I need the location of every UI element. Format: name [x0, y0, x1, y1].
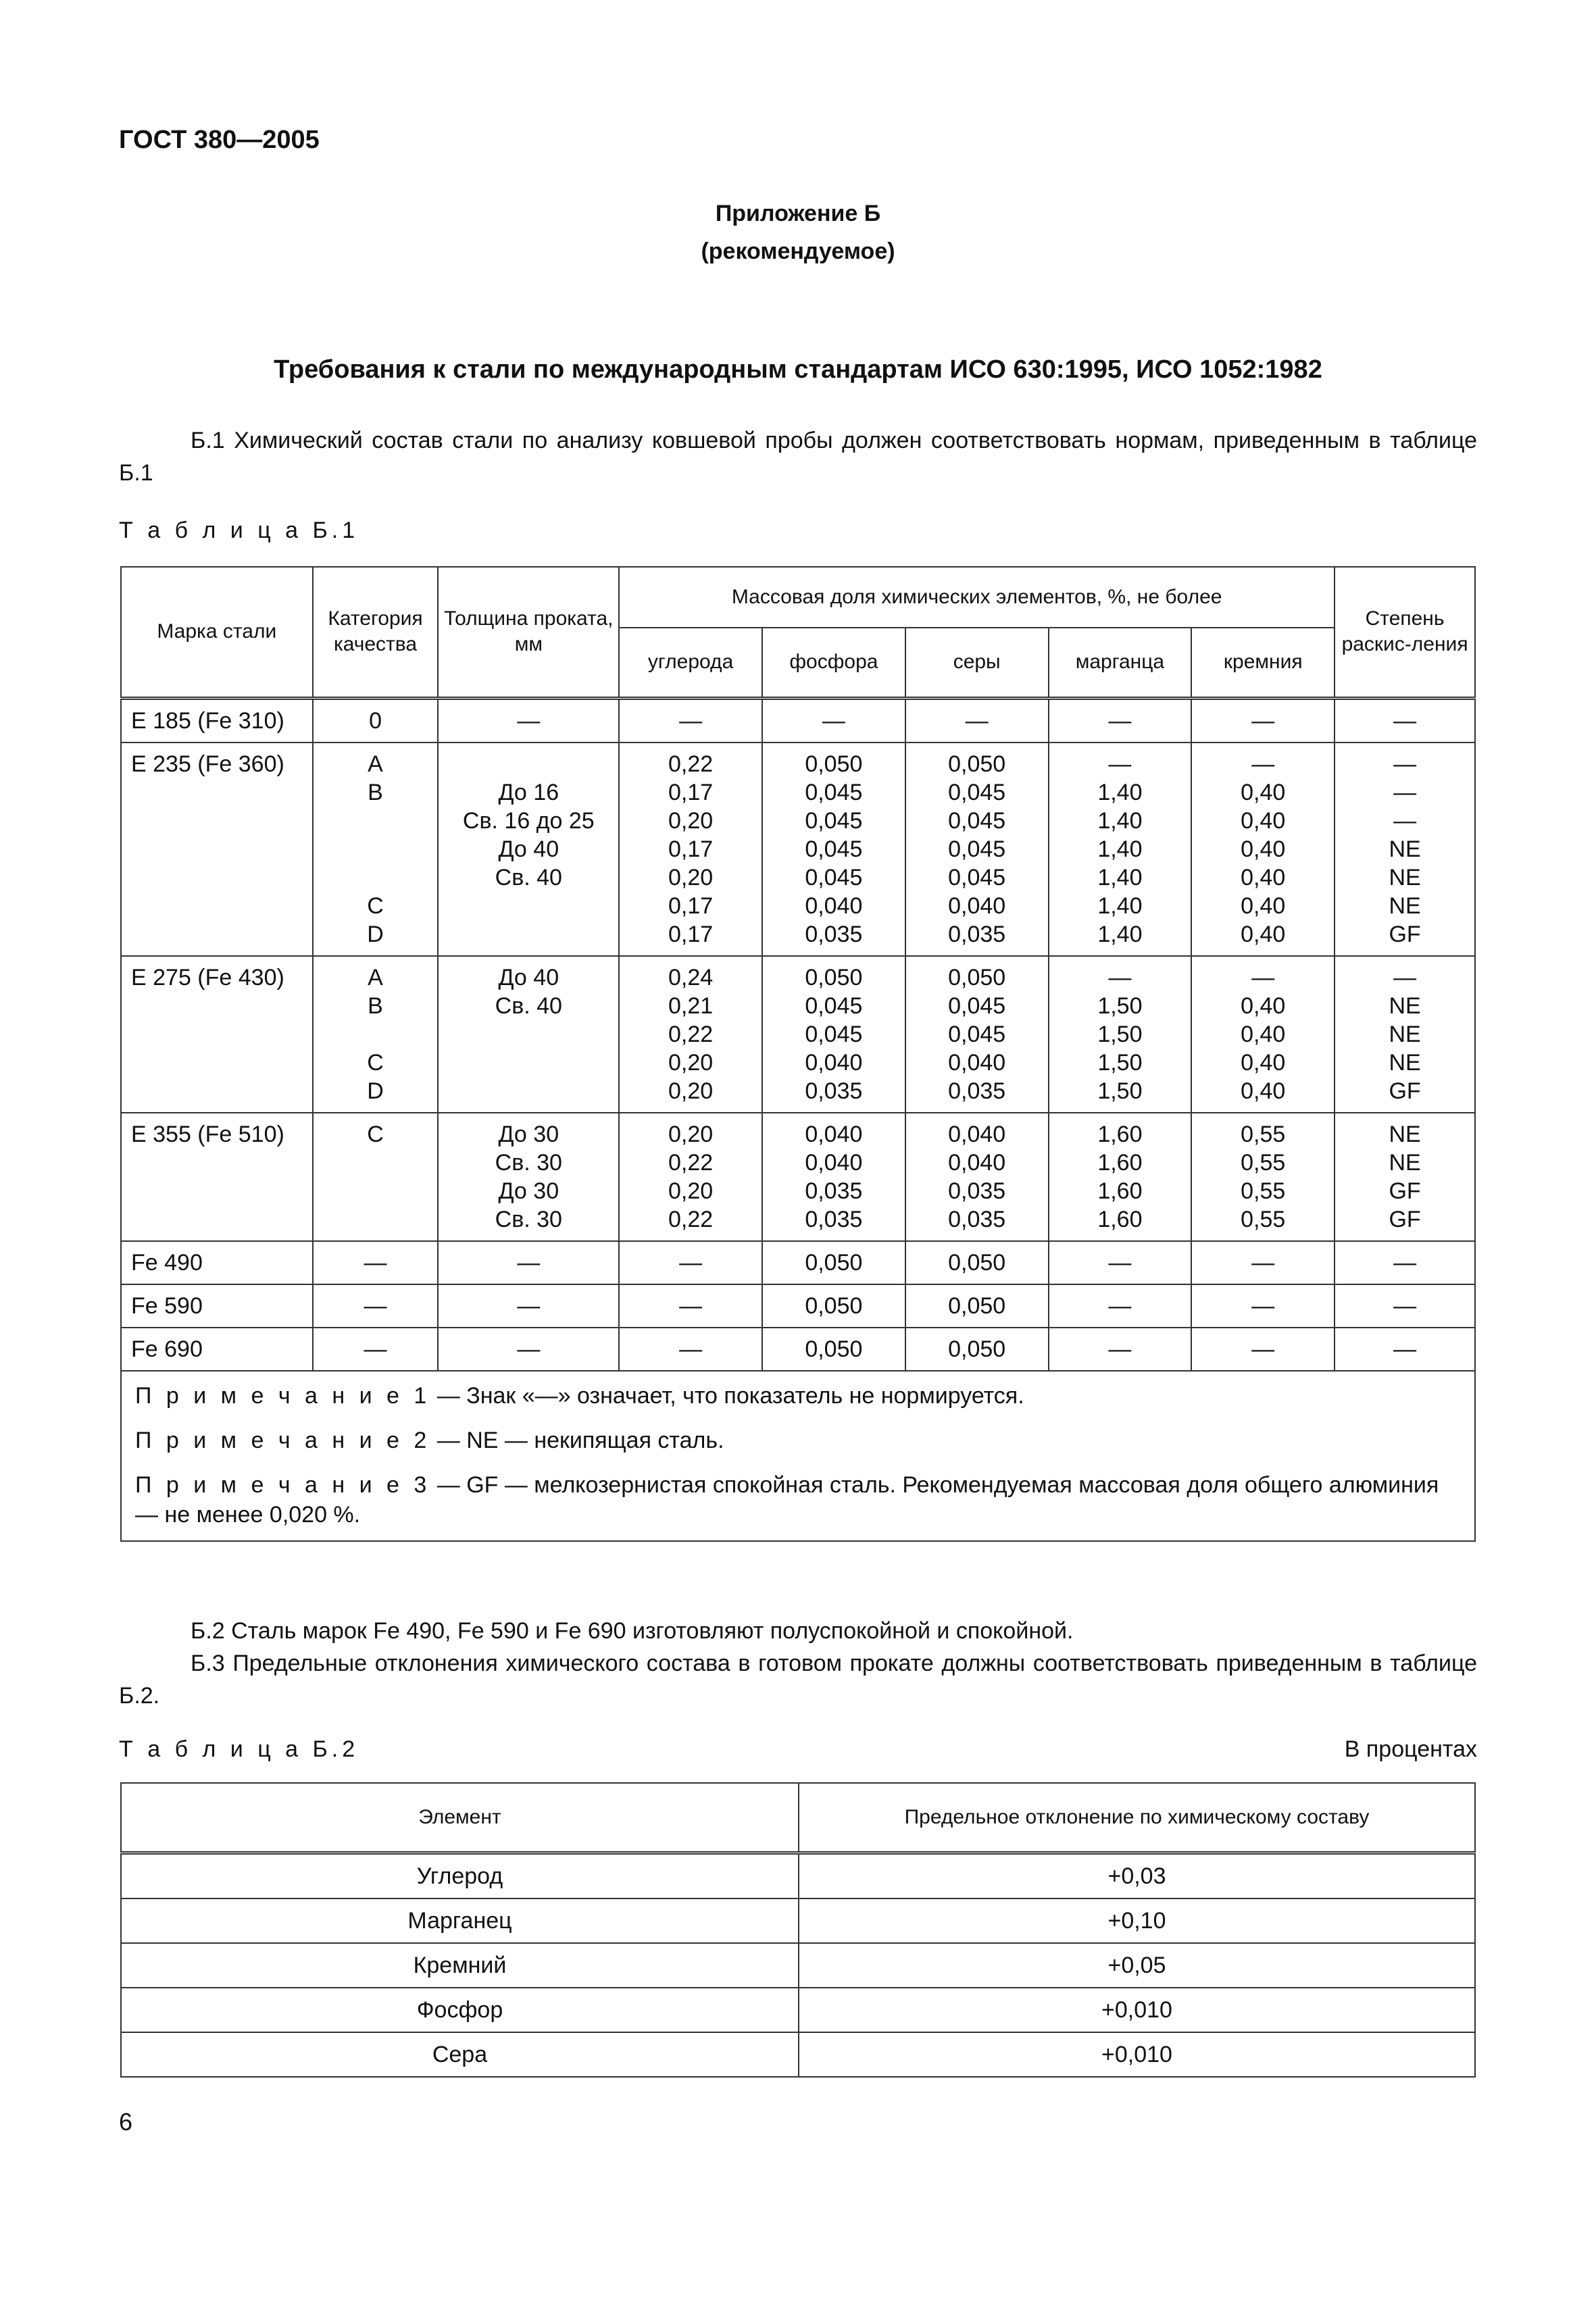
table-row	[121, 743, 1475, 956]
cell-value: —	[1108, 707, 1132, 734]
carbon-cell	[619, 1113, 762, 1241]
cell-value: 1,50	[1097, 992, 1143, 1019]
cell-value: 0,40	[1241, 992, 1286, 1019]
header-deoxidation: Степень раскис-ления	[1335, 567, 1475, 698]
carbon-cell	[619, 956, 762, 1113]
deox-cell	[1335, 698, 1475, 743]
table1-notes	[121, 1371, 1475, 1541]
thickness-cell	[438, 1328, 619, 1371]
grade-cell: Fe 690	[121, 1328, 313, 1371]
cell-value: —	[679, 1292, 703, 1319]
cell-value: GF	[1389, 921, 1421, 947]
cell-value	[439, 892, 618, 920]
cell-value: 0,40	[1241, 1078, 1286, 1104]
thickness-cell	[438, 698, 619, 743]
cell-value: 0,55	[1241, 1178, 1286, 1204]
cell-value: До 30	[498, 1121, 559, 1147]
cell-value: 0,035	[948, 1206, 1006, 1232]
table-row	[121, 1241, 1475, 1284]
cell-value: NE	[1389, 1121, 1421, 1147]
cell-value: 1,40	[1097, 836, 1143, 862]
cell-value: 0,045	[948, 807, 1006, 834]
cell-value: —	[517, 1292, 541, 1319]
cell-value: 0,40	[1241, 921, 1286, 947]
silicon-cell	[1191, 1241, 1335, 1284]
phosphorus-cell	[762, 956, 905, 1113]
deox-cell	[1335, 1241, 1475, 1284]
header-element: Элемент	[121, 1783, 799, 1853]
header-silicon: кремния	[1191, 628, 1335, 698]
manganese-cell	[1049, 1328, 1192, 1371]
cell-value: 0,050	[948, 1336, 1006, 1362]
cell-value: —	[364, 1336, 387, 1362]
cell-value: —	[1251, 751, 1275, 777]
cell-value: Св. 40	[495, 864, 562, 890]
cell-value	[314, 863, 438, 892]
cell-value: 0,22	[668, 1206, 714, 1232]
sulfur-cell	[905, 1284, 1049, 1328]
table-row	[121, 1328, 1475, 1371]
sulfur-cell	[905, 1328, 1049, 1371]
cell-value: 0,045	[805, 1021, 863, 1047]
silicon-cell	[1191, 698, 1335, 743]
cell-value: 0,045	[948, 1021, 1006, 1047]
paragraph-b2: Б.2 Сталь марок Fe 490, Fe 590 и Fe 690 изготовляют полуспокойной и спокойной.	[191, 1618, 1074, 1644]
cell-value: 0,17	[668, 836, 714, 862]
cell-value: NE	[1389, 836, 1421, 862]
cell-value: 0,035	[948, 921, 1006, 947]
cell-value: 0,045	[805, 992, 863, 1019]
cell-value: B	[368, 779, 383, 805]
cell-value: 0,17	[668, 892, 714, 919]
cell-value: —	[679, 1249, 703, 1276]
note-text: — Знак «—» означает, что показатель не нормируется.	[430, 1382, 1024, 1409]
cell-value: NE	[1389, 992, 1421, 1019]
cell-value: NE	[1389, 864, 1421, 890]
carbon-cell	[619, 1284, 762, 1328]
cell-value	[439, 750, 618, 778]
header-phosphorus: фосфора	[762, 628, 905, 698]
deviation-cell: +0,05	[799, 1943, 1475, 1988]
cell-value: —	[1251, 707, 1275, 734]
header-mass-fraction: Массовая доля химических элементов, %, не более	[619, 567, 1335, 628]
carbon-cell	[619, 1328, 762, 1371]
cell-value: 0,045	[805, 864, 863, 890]
table2-units: В процентах	[1344, 1736, 1477, 1762]
table2-label: Т а б л и ц а Б.2	[119, 1736, 359, 1762]
cell-value: 0,21	[668, 992, 714, 1019]
cell-value: 1,60	[1097, 1121, 1143, 1147]
category-cell	[313, 743, 439, 956]
cell-value: NE	[1389, 1021, 1421, 1047]
document-code: ГОСТ 380—2005	[119, 126, 320, 154]
cell-value: —	[1108, 1336, 1132, 1362]
cell-value: —	[1393, 707, 1417, 734]
manganese-cell	[1049, 743, 1192, 956]
category-cell	[313, 1113, 439, 1241]
cell-value: 1,40	[1097, 921, 1143, 947]
cell-value: 0,20	[668, 1078, 714, 1104]
table1-label: Т а б л и ц а Б.1	[119, 518, 359, 543]
cell-value	[314, 1205, 438, 1234]
cell-value: 0,045	[805, 779, 863, 805]
chemical-composition-table	[120, 566, 1476, 1542]
cell-value: 0,55	[1241, 1206, 1286, 1232]
cell-value: 0,40	[1241, 807, 1286, 834]
table-row	[121, 956, 1475, 1113]
cell-value: D	[367, 921, 384, 947]
cell-value: 0,050	[948, 964, 1006, 990]
manganese-cell	[1049, 1113, 1192, 1241]
cell-value: 1,50	[1097, 1021, 1143, 1047]
cell-value: 0,40	[1241, 1021, 1286, 1047]
cell-value: NE	[1389, 892, 1421, 919]
manganese-cell	[1049, 1241, 1192, 1284]
cell-value: —	[1393, 964, 1417, 990]
deox-cell	[1335, 956, 1475, 1113]
element-cell: Марганец	[121, 1898, 799, 1943]
category-cell	[313, 698, 439, 743]
cell-value	[439, 1077, 618, 1105]
cell-value	[314, 1020, 438, 1049]
thickness-cell	[438, 956, 619, 1113]
element-cell: Кремний	[121, 1943, 799, 1988]
element-cell: Фосфор	[121, 1988, 799, 2032]
cell-value: 0,20	[668, 1178, 714, 1204]
element-cell: Углерод	[121, 1853, 799, 1899]
cell-value: 0,22	[668, 1149, 714, 1176]
sulfur-cell	[905, 743, 1049, 956]
cell-value: —	[1393, 807, 1417, 834]
cell-value: 0,040	[805, 1121, 863, 1147]
cell-value: —	[1393, 1336, 1417, 1362]
cell-value: Св. 40	[495, 992, 562, 1019]
cell-value: 0,20	[668, 1049, 714, 1076]
paragraph-b1: Б.1 Химический состав стали по анализу ковшевой пробы должен соответствовать нормам, приведенным в таблице Б.1	[119, 428, 1477, 486]
cell-value: 0,040	[805, 1049, 863, 1076]
thickness-cell	[438, 743, 619, 956]
table-row	[121, 1988, 1475, 2032]
section-title: Требования к стали по международным стандартам ИСО 630:1995, ИСО 1052:1982	[274, 355, 1322, 384]
cell-value: 0,050	[805, 1336, 863, 1362]
cell-value: 0,040	[948, 1149, 1006, 1176]
cell-value: 0,035	[948, 1178, 1006, 1204]
category-cell	[313, 1241, 439, 1284]
cell-value: C	[367, 1121, 384, 1147]
cell-value: —	[965, 707, 989, 734]
cell-value: 0,045	[948, 992, 1006, 1019]
grade-cell: E 355 (Fe 510)	[121, 1113, 313, 1241]
cell-value: 0,55	[1241, 1121, 1286, 1147]
cell-value: 0,40	[1241, 1049, 1286, 1076]
cell-value: До 40	[498, 964, 559, 990]
deox-cell	[1335, 1284, 1475, 1328]
cell-value: 0,035	[805, 1078, 863, 1104]
header-thickness: Толщина проката, мм	[438, 567, 619, 698]
cell-value: —	[517, 707, 541, 734]
sulfur-cell	[905, 956, 1049, 1113]
cell-value: NE	[1389, 1049, 1421, 1076]
phosphorus-cell	[762, 743, 905, 956]
cell-value: 0,040	[948, 1121, 1006, 1147]
cell-value	[314, 807, 438, 835]
appendix-status: (рекомендуемое)	[701, 238, 895, 264]
cell-value	[439, 920, 618, 949]
appendix-heading	[0, 195, 1596, 270]
carbon-cell	[619, 1241, 762, 1284]
cell-value: NE	[1389, 1149, 1421, 1176]
deox-cell	[1335, 743, 1475, 956]
cell-value: —	[1251, 1249, 1275, 1276]
thickness-cell	[438, 1241, 619, 1284]
cell-value: —	[1393, 779, 1417, 805]
note-text: — GF — мелкозернистая спокойная сталь. Рекомендуемая массовая доля общего алюминия — не менее 0,020 %.	[135, 1472, 1439, 1528]
cell-value: 0,40	[1241, 779, 1286, 805]
carbon-cell	[619, 698, 762, 743]
paragraph-b3: Б.3 Предельные отклонения химического состава в готовом прокате должны соответствовать приведенным в таблице Б.2.	[119, 1651, 1477, 1709]
cell-value: До 16	[498, 779, 559, 805]
table-row	[121, 698, 1475, 743]
silicon-cell	[1191, 1328, 1335, 1371]
cell-value: 0,050	[805, 751, 863, 777]
cell-value: 0,040	[948, 892, 1006, 919]
cell-value: A	[368, 751, 383, 777]
cell-value: 0,20	[668, 864, 714, 890]
header-carbon: углерода	[619, 628, 762, 698]
cell-value: До 30	[498, 1178, 559, 1204]
cell-value: 0,040	[805, 1149, 863, 1176]
cell-value: 1,40	[1097, 864, 1143, 890]
cell-value: 0,040	[948, 1049, 1006, 1076]
table1-body	[121, 698, 1475, 1371]
note-label: П р и м е ч а н и е 3	[135, 1472, 431, 1498]
thickness-cell	[438, 1113, 619, 1241]
phosphorus-cell	[762, 1113, 905, 1241]
cell-value: 0,045	[805, 836, 863, 862]
cell-value: 0,050	[948, 1292, 1006, 1319]
cell-value: 0,035	[948, 1078, 1006, 1104]
cell-value: 1,40	[1097, 892, 1143, 919]
grade-cell: E 235 (Fe 360)	[121, 743, 313, 956]
deox-cell	[1335, 1113, 1475, 1241]
cell-value: GF	[1389, 1206, 1421, 1232]
cell-value: —	[1393, 1249, 1417, 1276]
deox-cell	[1335, 1328, 1475, 1371]
cell-value: 0,55	[1241, 1149, 1286, 1176]
manganese-cell	[1049, 698, 1192, 743]
cell-value: 0,20	[668, 807, 714, 834]
cell-value	[314, 1177, 438, 1205]
cell-value: 1,60	[1097, 1178, 1143, 1204]
cell-value: 1,50	[1097, 1078, 1143, 1104]
category-cell	[313, 1328, 439, 1371]
grade-cell: Fe 490	[121, 1241, 313, 1284]
cell-value: 1,60	[1097, 1206, 1143, 1232]
cell-value: —	[822, 707, 845, 734]
cell-value: —	[517, 1249, 541, 1276]
carbon-cell	[619, 743, 762, 956]
cell-value: —	[364, 1249, 387, 1276]
cell-value: 1,60	[1097, 1149, 1143, 1176]
header-category: Категория качества	[313, 567, 439, 698]
cell-value: 0,22	[668, 751, 714, 777]
cell-value: 0,035	[805, 1206, 863, 1232]
note-1	[135, 1381, 1461, 1411]
cell-value: 0,40	[1241, 892, 1286, 919]
silicon-cell	[1191, 1284, 1335, 1328]
cell-value: 1,50	[1097, 1049, 1143, 1076]
phosphorus-cell	[762, 1284, 905, 1328]
silicon-cell	[1191, 1113, 1335, 1241]
cell-value: 0,17	[668, 779, 714, 805]
cell-value: —	[1108, 751, 1132, 777]
deviation-cell: +0,10	[799, 1898, 1475, 1943]
deviation-cell: +0,010	[799, 2032, 1475, 2077]
cell-value: —	[1251, 1292, 1275, 1319]
cell-value: 0,045	[948, 836, 1006, 862]
cell-value: —	[679, 1336, 703, 1362]
cell-value: C	[367, 1049, 384, 1076]
cell-value: 0,045	[948, 864, 1006, 890]
table-row	[121, 1943, 1475, 1988]
cell-value: 0,050	[948, 1249, 1006, 1276]
cell-value: —	[1108, 964, 1132, 990]
cell-value	[314, 835, 438, 863]
cell-value: —	[1108, 1292, 1132, 1319]
cell-value: —	[679, 707, 703, 734]
grade-cell: Fe 590	[121, 1284, 313, 1328]
cell-value: 1,40	[1097, 779, 1143, 805]
cell-value: —	[1251, 1336, 1275, 1362]
manganese-cell	[1049, 1284, 1192, 1328]
note-2	[135, 1426, 1461, 1455]
deviation-cell: +0,010	[799, 1988, 1475, 2032]
silicon-cell	[1191, 743, 1335, 956]
note-label: П р и м е ч а н и е 1	[135, 1382, 431, 1409]
cell-value: 0,17	[668, 921, 714, 947]
cell-value: —	[1108, 1249, 1132, 1276]
header-grade: Марка стали	[121, 567, 313, 698]
page-number: 6	[119, 2108, 133, 2136]
element-cell: Сера	[121, 2032, 799, 2077]
manganese-cell	[1049, 956, 1192, 1113]
cell-value: 0,045	[948, 779, 1006, 805]
cell-value: —	[1393, 751, 1417, 777]
note-3	[135, 1470, 1461, 1530]
cell-value: 0,24	[668, 964, 714, 990]
phosphorus-cell	[762, 1328, 905, 1371]
cell-value: 0,40	[1241, 864, 1286, 890]
deviation-cell: +0,03	[799, 1853, 1475, 1899]
sulfur-cell	[905, 1113, 1049, 1241]
header-manganese: марганца	[1049, 628, 1192, 698]
cell-value: C	[367, 892, 384, 919]
cell-value: —	[1393, 1292, 1417, 1319]
cell-value: 0,035	[805, 921, 863, 947]
header-deviation: Предельное отклонение по химическому составу	[799, 1783, 1475, 1853]
appendix-title: Приложение Б	[715, 201, 881, 226]
cell-value: 0,040	[805, 892, 863, 919]
table-row	[121, 1898, 1475, 1943]
cell-value: 0	[369, 707, 382, 734]
cell-value: —	[1251, 964, 1275, 990]
grade-cell: E 185 (Fe 310)	[121, 698, 313, 743]
phosphorus-cell	[762, 698, 905, 743]
category-cell	[313, 956, 439, 1113]
cell-value: A	[368, 964, 383, 990]
cell-value: 0,40	[1241, 836, 1286, 862]
cell-value: Св. 30	[495, 1206, 562, 1232]
cell-value	[314, 1149, 438, 1177]
cell-value: 0,045	[805, 807, 863, 834]
table-row	[121, 1113, 1475, 1241]
cell-value: 0,050	[805, 1249, 863, 1276]
cell-value: —	[517, 1336, 541, 1362]
cell-value: GF	[1389, 1078, 1421, 1104]
sulfur-cell	[905, 698, 1049, 743]
category-cell	[313, 1284, 439, 1328]
cell-value: D	[367, 1078, 384, 1104]
cell-value: 0,20	[668, 1121, 714, 1147]
header-sulfur: серы	[905, 628, 1049, 698]
cell-value: Св. 16 до 25	[462, 807, 595, 834]
silicon-cell	[1191, 956, 1335, 1113]
cell-value: —	[364, 1292, 387, 1319]
phosphorus-cell	[762, 1241, 905, 1284]
sulfur-cell	[905, 1241, 1049, 1284]
paragraphs-b2-b3	[119, 1615, 1477, 1712]
note-label: П р и м е ч а н и е 2	[135, 1427, 431, 1453]
cell-value: Св. 30	[495, 1149, 562, 1176]
cell-value: 0,050	[805, 1292, 863, 1319]
table-row	[121, 1284, 1475, 1328]
cell-value: GF	[1389, 1178, 1421, 1204]
cell-value: 0,050	[948, 751, 1006, 777]
cell-value	[439, 1020, 618, 1049]
deviation-table	[120, 1782, 1476, 2078]
cell-value: 0,22	[668, 1021, 714, 1047]
cell-value	[439, 1049, 618, 1077]
table-row	[121, 1853, 1475, 1899]
grade-cell: E 275 (Fe 430)	[121, 956, 313, 1113]
cell-value: 1,40	[1097, 807, 1143, 834]
cell-value: До 40	[498, 836, 559, 862]
thickness-cell	[438, 1284, 619, 1328]
table-row	[121, 2032, 1475, 2077]
cell-value: 0,050	[805, 964, 863, 990]
cell-value: B	[368, 992, 383, 1019]
cell-value: 0,035	[805, 1178, 863, 1204]
note-text: — NE — некипящая сталь.	[430, 1427, 724, 1453]
